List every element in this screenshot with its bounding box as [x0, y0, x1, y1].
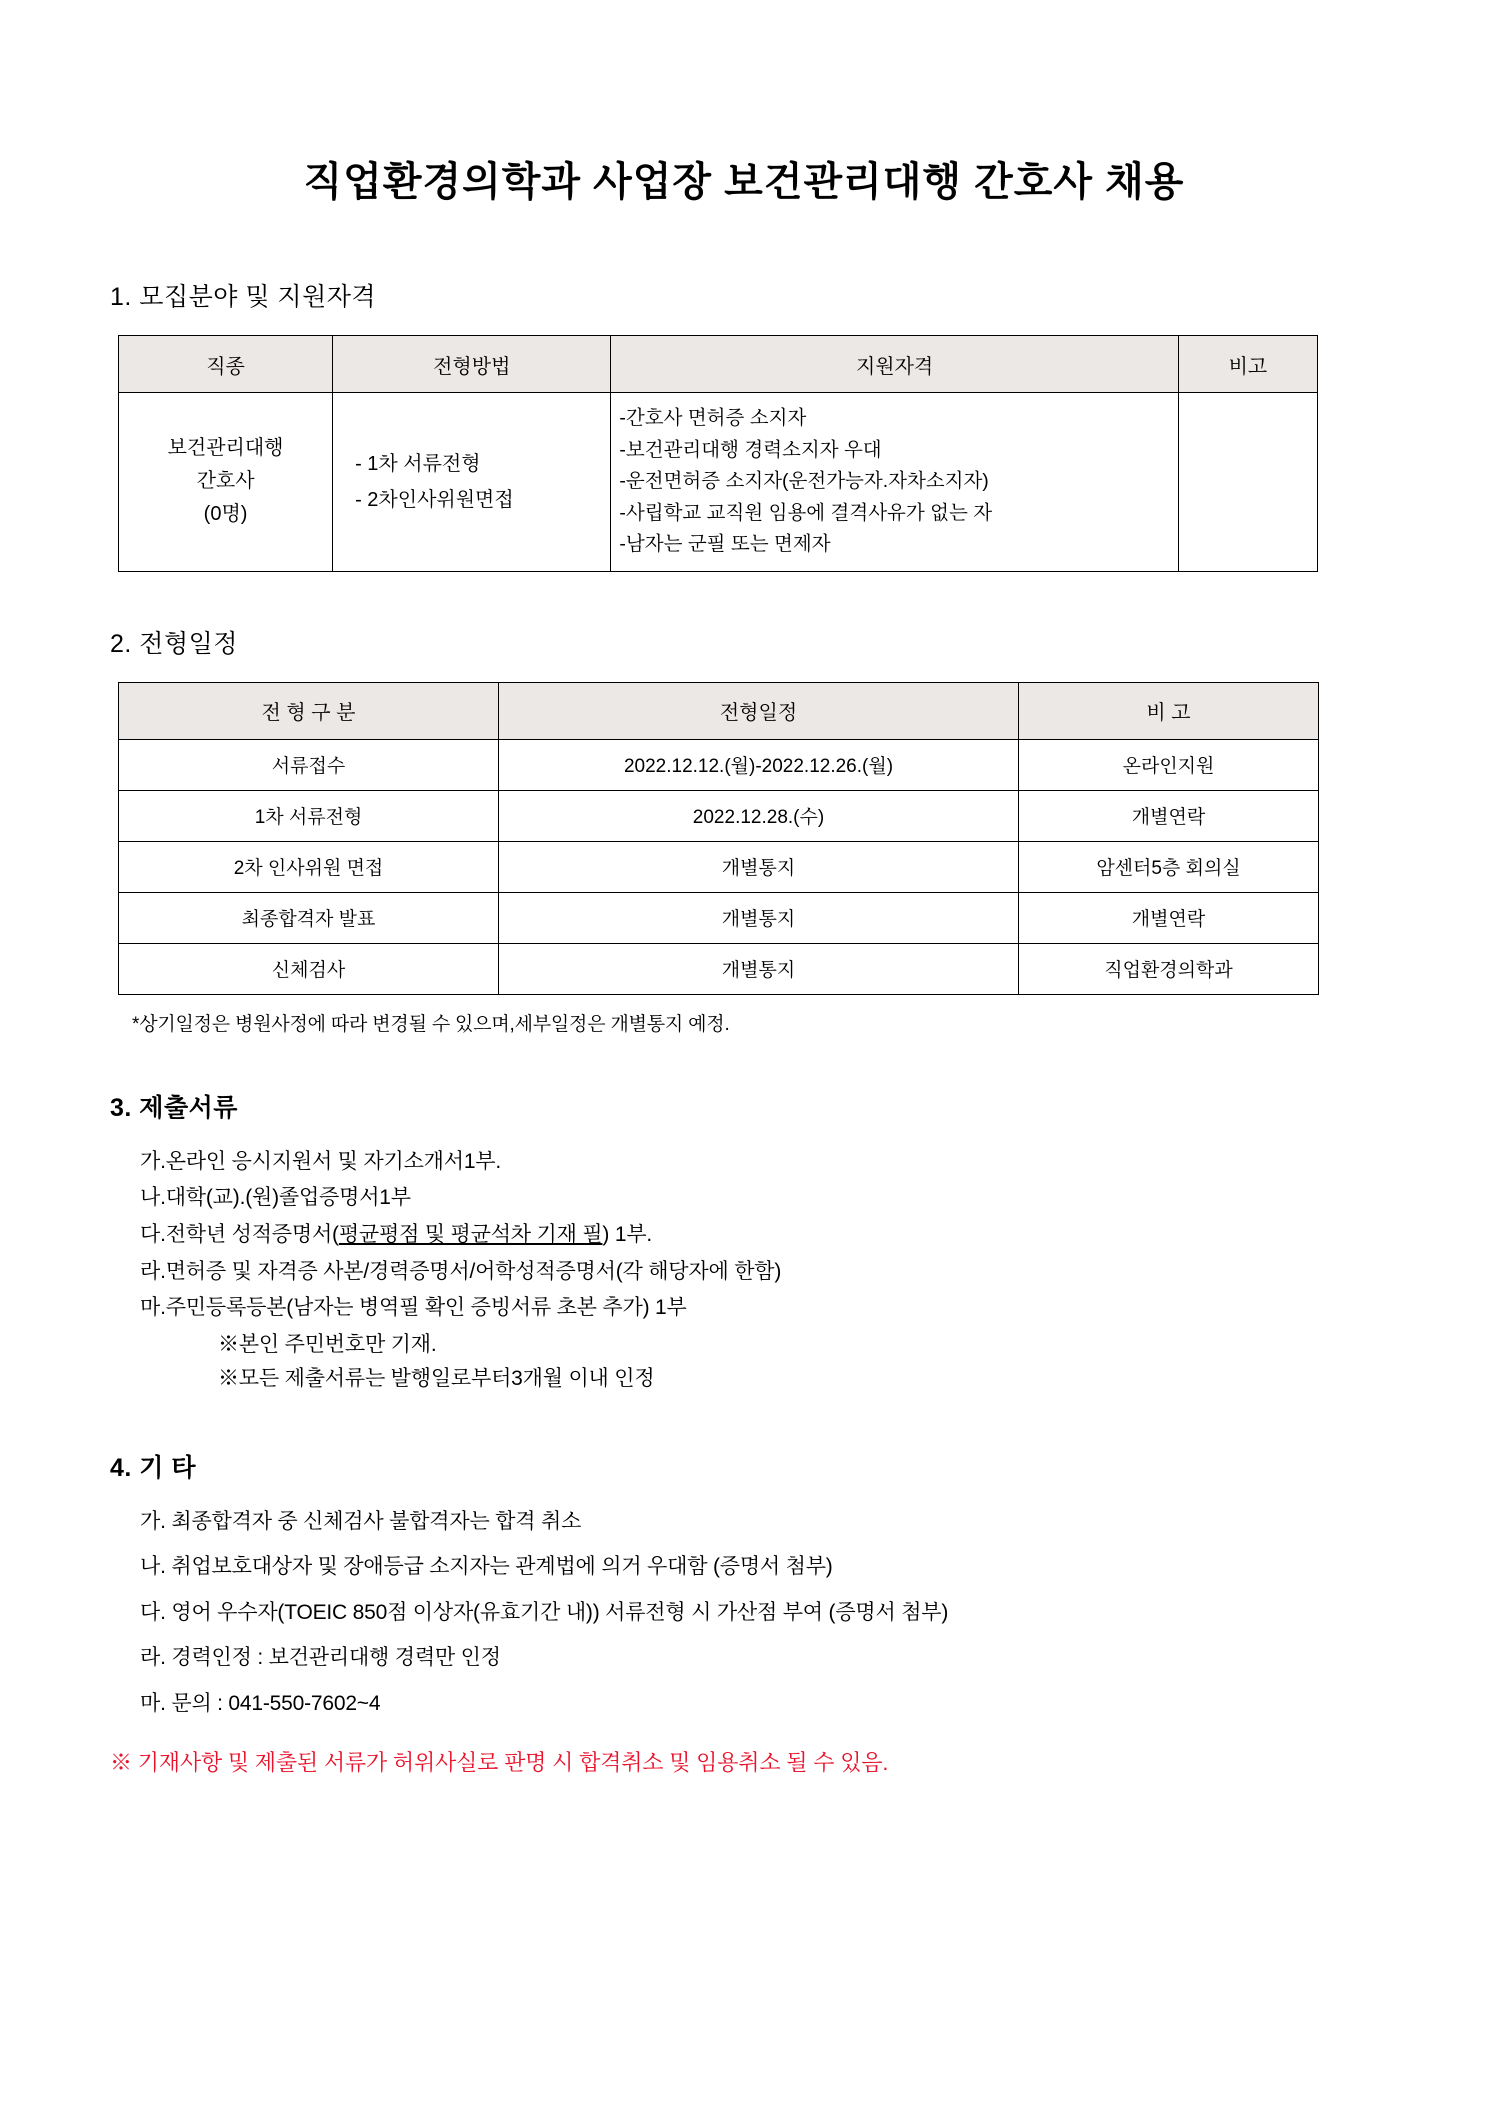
documents-list — [140, 1146, 1378, 1396]
list-item: 가. 최종합격자 중 신체검사 불합격자는 합격 취소 — [140, 1509, 582, 1533]
cell-date: 개별통지 — [499, 892, 1019, 943]
method-line-1: - 1차 서류전형 — [355, 452, 481, 475]
column-header-qualification: 지원자격 — [611, 336, 1178, 393]
section4-heading: 4. 기 타 — [110, 1453, 197, 1482]
list-item-suffix: ) 1부. — [602, 1222, 653, 1246]
qualification-line: -보건관리대행 경력소지자 우대 — [619, 438, 882, 461]
column-header-method: 전형방법 — [333, 336, 611, 393]
warning-notice: ※ 기재사항 및 제출된 서류가 허위사실로 판명 시 합격취소 및 임용취소 될 수 있음. — [110, 1750, 889, 1776]
cell-stage: 최종합격자 발표 — [119, 892, 499, 943]
table-row — [119, 790, 1319, 841]
list-item-with-underline — [140, 1219, 1378, 1252]
table-header-row — [119, 682, 1319, 739]
table-row — [119, 892, 1319, 943]
recruitment-table — [118, 335, 1318, 572]
cell-method — [333, 393, 611, 572]
qualification-line: -남자는 군필 또는 면제자 — [619, 533, 831, 556]
list-item: 가.온라인 응시지원서 및 자기소개서1부. — [140, 1149, 502, 1173]
table-row — [119, 943, 1319, 994]
list-subitem: ※본인 주민번호만 기재. — [218, 1332, 437, 1356]
table-row — [119, 841, 1319, 892]
table-row — [119, 393, 1318, 572]
column-header-stage: 전 형 구 분 — [119, 682, 499, 739]
cell-stage: 1차 서류전형 — [119, 790, 499, 841]
list-item: 마.주민등록등본(남자는 병역필 확인 증빙서류 초본 추가) 1부 — [140, 1296, 687, 1320]
schedule-footnote: *상기일정은 병원사정에 따라 변경될 수 있으며,세부일정은 개별통지 예정. — [132, 1013, 730, 1035]
cell-qualification — [611, 393, 1178, 572]
column-header-remark: 비 고 — [1019, 682, 1319, 739]
column-header-date: 전형일정 — [499, 682, 1019, 739]
section-recruitment-field — [110, 277, 1378, 572]
job-line-3: (0명) — [203, 503, 248, 526]
cell-date: 2022.12.28.(수) — [499, 790, 1019, 841]
cell-job — [119, 393, 333, 572]
column-header-job: 직종 — [119, 336, 333, 393]
schedule-table — [118, 682, 1319, 995]
table-header-row — [119, 336, 1318, 393]
qualification-line: -운전면허증 소지자(운전가능자.자차소지자) — [619, 470, 989, 493]
job-line-1: 보건관리대행 — [167, 437, 284, 460]
cell-date: 2022.12.12.(월)-2022.12.26.(월) — [499, 739, 1019, 790]
method-line-2: - 2차인사위원면접 — [355, 488, 514, 511]
section-other — [110, 1448, 1378, 1778]
section1-heading: 1. 모집분야 및 지원자격 — [110, 283, 377, 311]
cell-date: 개별통지 — [499, 943, 1019, 994]
qualification-line: -간호사 면허증 소지자 — [619, 407, 807, 429]
list-item-underlined-text: 평균평점 및 평균석차 기재 필 — [338, 1222, 603, 1246]
cell-note — [1178, 393, 1317, 572]
list-item: 나.대학(교).(원)졸업증명서1부 — [140, 1186, 411, 1210]
cell-stage: 2차 인사위원 면접 — [119, 841, 499, 892]
cell-stage: 신체검사 — [119, 943, 499, 994]
list-item: 라.면허증 및 자격증 사본/경력증명서/어학성적증명서(각 해당자에 한함) — [140, 1259, 782, 1283]
list-item-contact: 마. 문의 : 041-550-7602~4 — [140, 1691, 381, 1715]
list-item: 다. 영어 우수자(TOEIC 850점 이상자(유효기간 내)) 서류전형 시 가산점 부여 (증명서 첨부) — [140, 1600, 949, 1624]
section3-heading: 3. 제출서류 — [110, 1093, 238, 1122]
list-item: 라. 경력인정 : 보건관리대행 경력만 인정 — [140, 1646, 501, 1670]
table-row — [119, 739, 1319, 790]
list-subitem: ※모든 제출서류는 발행일로부터3개월 이내 인정 — [218, 1367, 655, 1391]
cell-stage: 서류접수 — [119, 739, 499, 790]
cell-date: 개별통지 — [499, 841, 1019, 892]
section-schedule — [110, 624, 1378, 1036]
cell-remark: 개별연락 — [1019, 790, 1319, 841]
cell-remark: 온라인지원 — [1019, 739, 1319, 790]
cell-remark: 개별연락 — [1019, 892, 1319, 943]
job-line-2: 간호사 — [196, 470, 255, 493]
page-title: 직업환경의학과 사업장 보건관리대행 간호사 채용 — [303, 160, 1185, 204]
cell-remark: 직업환경의학과 — [1019, 943, 1319, 994]
list-item-prefix: 다.전학년 성적증명서( — [140, 1222, 339, 1246]
cell-remark: 암센터5층 회의실 — [1019, 841, 1319, 892]
other-list — [140, 1506, 1378, 1721]
column-header-note: 비고 — [1178, 336, 1317, 393]
section-documents — [110, 1088, 1378, 1396]
qualification-line: -사립학교 교직원 임용에 결격사유가 없는 자 — [619, 501, 993, 524]
list-item: 나. 취업보호대상자 및 장애등급 소지자는 관계법에 의거 우대함 (증명서 첨부) — [140, 1555, 833, 1579]
section2-heading: 2. 전형일정 — [110, 629, 238, 658]
